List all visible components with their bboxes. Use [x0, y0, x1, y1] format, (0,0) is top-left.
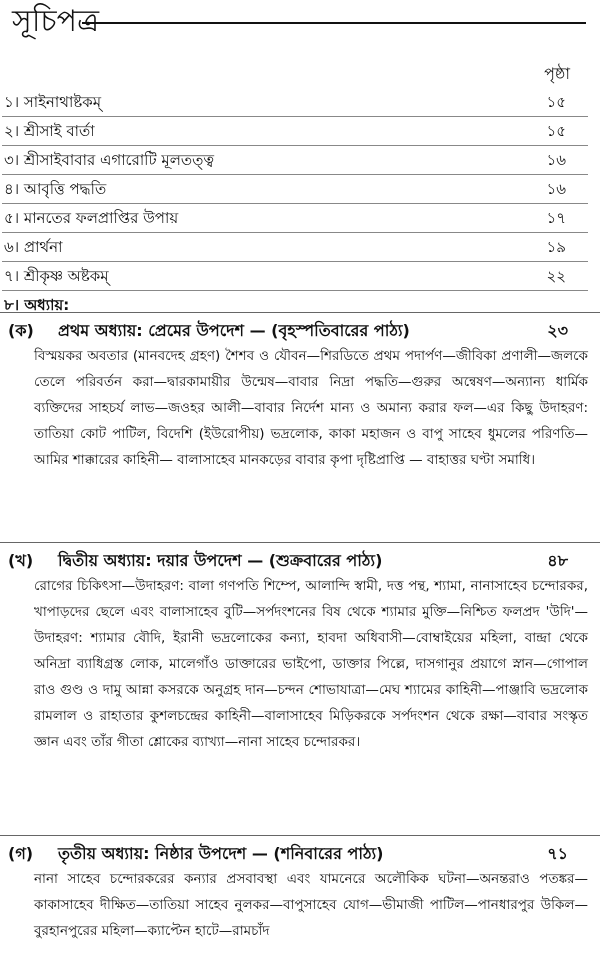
chapter-marker: (গ)	[8, 844, 34, 863]
toc-item-page: ১৬	[546, 180, 566, 198]
toc-item-page: ১৫	[546, 93, 566, 111]
toc-item-page: ১৬	[546, 151, 566, 169]
toc-item	[2, 262, 588, 291]
toc-item-label: ৫। মানতের ফলপ্রাপ্তির উপায়	[4, 209, 179, 227]
chapter-section	[0, 312, 600, 473]
chapter-heading	[0, 313, 600, 343]
toc-item-label: ৩। শ্রীসাইবাবার এগারোটি মূলতত্ত্ব	[4, 151, 215, 169]
chapter-title: দ্বিতীয় অধ্যায়: দয়ার উপদেশ — (শুক্রবারের পাঠ্য)	[58, 551, 383, 570]
chapter-summary: নানা সাহেব চন্দোরকরের কন্যার প্রসবাবস্থা এবং যামনেরে অলৌকিক ঘটনা—অনন্তরাও পতঙ্কর—কাকাসাহেব দীক্ষিত—তাতিয়া সাহেব নুলকর—বাপুসাহেব যোগ—ভীমাজী পাটিল—পানধারপুর উকিল—বুরহানপুরের মহিলা—ক্যাপ্টেন হাটে—রামচাঁদ	[34, 871, 588, 939]
toc-item-label: ১। সাইনাথাষ্টকম্	[4, 93, 102, 111]
toc-item	[2, 117, 588, 146]
page-column-label: পৃষ্ঠা	[544, 64, 570, 83]
toc-item-page: ১৯	[546, 238, 566, 256]
chapter-section	[0, 835, 600, 944]
toc-item-page: ১৫	[546, 122, 566, 140]
toc-item	[2, 204, 588, 233]
chapter-summary: বিস্ময়কর অবতার (মানবদেহ গ্রহণ) শৈশব ও যৌবন—শিরডিতে প্রথম পদার্পণ—জীবিকা প্রণালী—জলকে তেলে পরিবর্তন করা—দ্বারকামায়ীর উন্মেষ—বাবার নিদ্রা পদ্ধতি—গুরুর অন্বেষণ—অন্যান্য ধার্মিক ব্যক্তিদের সাহচর্য লাভ—জওহর আলী—বাবার নির্দেশ মান্য ও অমান্য করার ফল—এর কিছু উদাহরণ: তাতিয়া কোট পাটিল, বিদেশি (ইউরোপীয়) ভদ্রলোক, কাকা মহাজন ও বাপু সাহেব ধুমলের পরিণতি—আমির শাক্কারের কাহিনী— বালাসাহেব মানকড়ের বাবার কৃপা দৃষ্টিপ্রাপ্তি — বাহাত্তর ঘণ্টা সমাধি।	[34, 348, 588, 468]
toc-item-label: ৭। শ্রীকৃষ্ণ অষ্টকম্	[4, 267, 109, 285]
toc-item	[2, 146, 588, 175]
chapter-title: তৃতীয় অধ্যায়: নিষ্ঠার উপদেশ — (শনিবারের পাঠ্য)	[58, 844, 384, 863]
toc-item-label: ৪। আবৃত্তি পদ্ধতি	[4, 180, 107, 198]
chapter-title: প্রথম অধ্যায়: প্রেমের উপদেশ — (বৃহস্পতিবারের পাঠ্য)	[58, 321, 410, 340]
toc-item-page: ১৭	[546, 209, 566, 227]
toc-item-label: ৮। অধ্যায়:	[4, 296, 70, 314]
chapter-page: ২৩	[547, 321, 568, 340]
title-rule	[82, 22, 586, 24]
page-title: সূচিপত্র	[12, 4, 99, 39]
toc-item	[2, 175, 588, 204]
chapter-heading	[0, 836, 600, 866]
toc-item	[2, 233, 588, 262]
chapter-heading	[0, 543, 600, 573]
toc-item-page: ২২	[546, 267, 566, 285]
toc-item-label: ২। শ্রীসাই বার্তা	[4, 122, 95, 140]
toc-item-label: ৬। প্রার্থনা	[4, 238, 63, 256]
chapter-page: ৪৮	[547, 551, 568, 570]
chapter-page: ৭১	[547, 844, 568, 863]
chapter-marker: (খ)	[8, 551, 34, 570]
chapter-summary: রোগের চিকিৎসা—উদাহরণ: বালা গণপতি শিম্পে, আলান্দি স্বামী, দত্ত পন্থ, শ্যামা, নানাসাহেব চন্দোরকর, খাপাড়দের ছেলে এবং বালাসাহেব বুটি—সর্পদংশনের বিষ থেকে শ্যামার মুক্তি—নিশ্চিত ফলপ্রদ 'উদি'—উদাহরণ: শ্যামার বৌদি, ইরানী ভদ্রলোকের কন্যা, হাবদা অধিবাসী—বোম্বাইয়ের মহিলা, বান্দ্রা থেকে অনিদ্রা ব্যাধিগ্রস্ত লোক, মালেগাঁও ডাক্তারের ভাইপো, ডাক্তার পিল্লে, দাসগানুর প্রয়াগে স্নান—গোপাল রাও গুণ্ড ও দামু আন্না কসরকে অনুগ্রহ দান—চন্দন শোভাযাত্রা—মেঘ শ্যামের কাহিনী—পাঞ্জাবি ভদ্রলোক রামলাল ও রাহাতার কুশলচন্দ্রের কাহিনী—বালাসাহেব মিড়িকরকে সর্পদংশন থেকে রক্ষা—বাবার সংস্কৃত জ্ঞান এবং তাঁর গীতা শ্লোকের ব্যাখ্যা—নানা সাহেব চন্দোরকর।	[34, 578, 588, 750]
toc-item	[2, 88, 588, 117]
chapter-section	[0, 542, 600, 755]
toc-list	[0, 88, 600, 319]
chapter-marker: (ক)	[8, 321, 34, 340]
